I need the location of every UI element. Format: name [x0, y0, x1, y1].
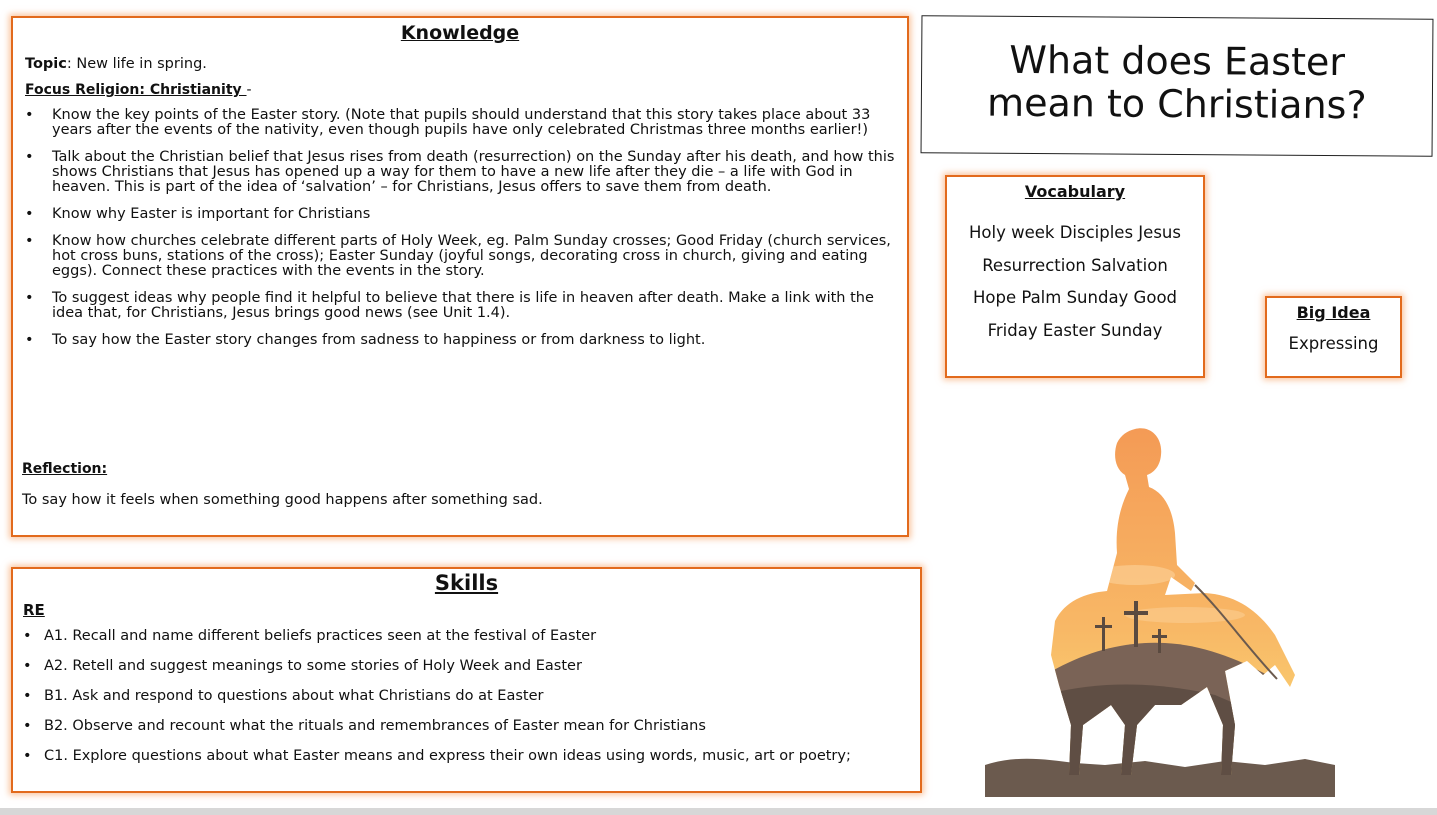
skills-item: • A2. Retell and suggest meanings to some stories of Holy Week and Easter: [23, 657, 910, 687]
page-title-line2: mean to Christians?: [986, 80, 1367, 128]
skills-heading: Skills: [434, 571, 499, 595]
knowledge-bullet: • To suggest ideas why people find it helpful to believe that there is life in heaven after death. Make a link with the idea that, for Christians, Jesus brings good news (see Unit 1.4).: [25, 291, 895, 321]
focus-religion-label: Focus Religion: Christianity: [25, 82, 247, 98]
title-box: [921, 15, 1434, 157]
page-title: [987, 39, 1367, 128]
knowledge-panel: [11, 16, 909, 537]
vocabulary-heading: Vocabulary: [1024, 182, 1126, 201]
jesus-donkey-silhouette-illustration: [985, 425, 1335, 797]
big-idea-value: Expressing: [1288, 334, 1379, 353]
vocabulary-line: Holy week Disciples Jesus: [969, 223, 1181, 242]
reflection-text: To say how it feels when something good happens after something sad.: [22, 492, 543, 508]
skills-item: • C1. Explore questions about what Easter means and express their own ideas using words, music, art or poetry;: [23, 747, 910, 777]
vocabulary-words: [947, 217, 1203, 347]
skills-item: • A1. Recall and name different beliefs practices seen at the festival of Easter: [23, 627, 910, 657]
knowledge-bullet: • To say how the Easter story changes from sadness to happiness or from darkness to light.: [25, 333, 895, 348]
knowledge-heading: Knowledge: [400, 22, 520, 44]
topic-line: [25, 56, 895, 72]
skills-subheading: RE: [23, 601, 45, 619]
skills-panel: [11, 567, 922, 793]
vocabulary-line: Hope Palm Sunday Good: [972, 288, 1178, 307]
bottom-bar: [0, 808, 1437, 815]
vocabulary-line: Resurrection Salvation: [982, 255, 1168, 275]
knowledge-bullet: • Know why Easter is important for Christians: [25, 207, 895, 222]
skills-item: • B1. Ask and respond to questions about what Christians do at Easter: [23, 687, 910, 717]
knowledge-bullet: • Know how churches celebrate different parts of Holy Week, eg. Palm Sunday crosses; Good Friday (church services, hot cross buns, stations of the cross); Easter Sunday (joyful songs, decorating cross in church, giving and eating eggs). Connect these practices with the events in the story.: [25, 234, 895, 279]
vocabulary-panel: [945, 175, 1205, 378]
knowledge-bullet-list: [25, 108, 895, 348]
big-idea-panel: [1265, 296, 1402, 378]
focus-religion-suffix: -: [246, 82, 252, 98]
focus-religion-line: [25, 82, 895, 98]
topic-value: : New life in spring.: [66, 56, 207, 72]
reflection-label: Reflection:: [22, 461, 108, 477]
topic-label: Topic: [25, 56, 67, 72]
skills-list: [23, 627, 910, 777]
big-idea-heading: Big Idea: [1296, 303, 1371, 322]
page-title-line1: What does Easter: [1009, 37, 1346, 85]
knowledge-bullet: • Know the key points of the Easter story. (Note that pupils should understand that this story takes place about 33 years after the events of the nativity, even though pupils have only celebrated Christmas three months earlier!): [25, 108, 895, 138]
vocabulary-line: Friday Easter Sunday: [987, 320, 1163, 340]
knowledge-bullet: • Talk about the Christian belief that Jesus rises from death (resurrection) on the Sunday after his death, and how this shows Christians that Jesus has opened up a way for them to have a new life after they die – a life with God in heaven. This is part of the idea of ‘salvation’ – for Christians, Jesus offers to save them from death.: [25, 150, 895, 195]
skills-item: • B2. Observe and recount what the rituals and remembrances of Easter mean for Christians: [23, 717, 910, 747]
